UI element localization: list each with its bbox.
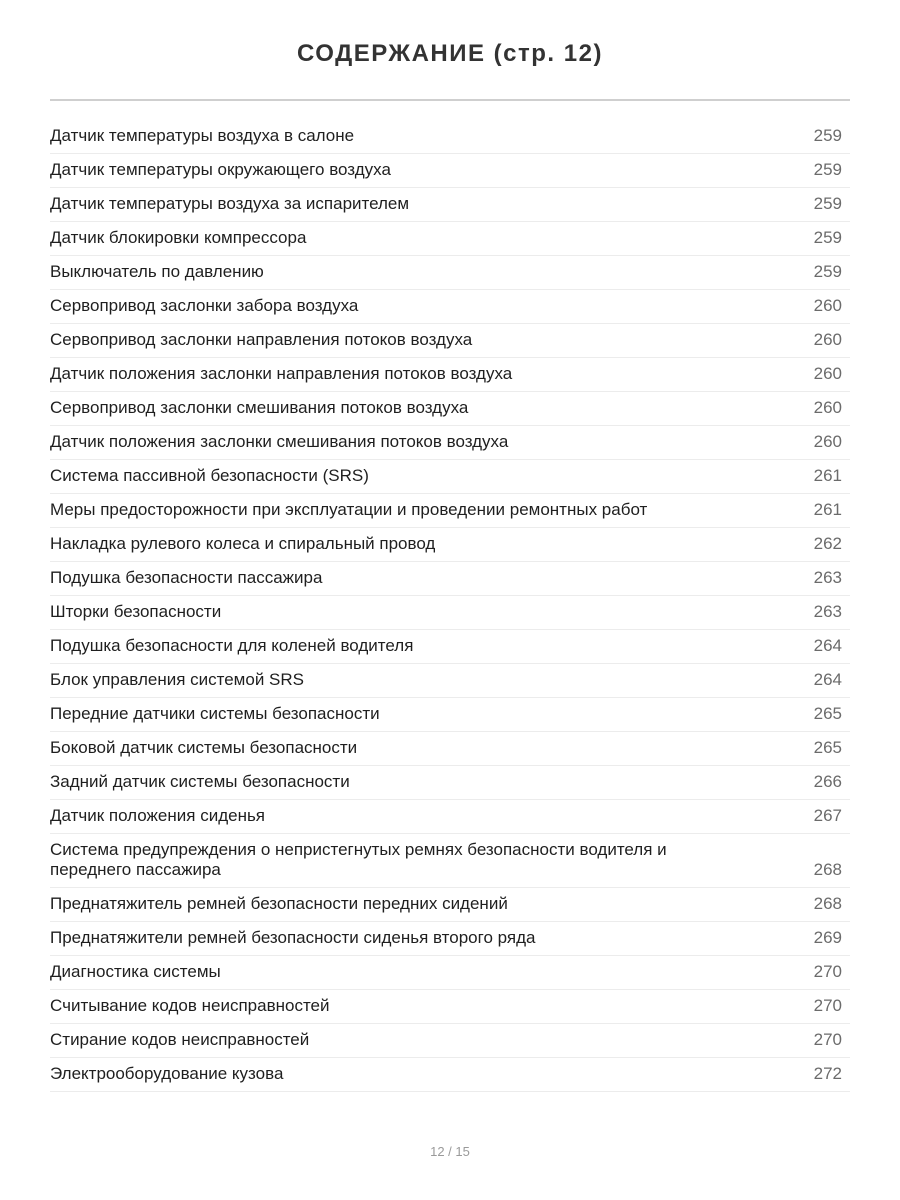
toc-entry-page-number: 265 <box>813 704 842 723</box>
toc-entry-page-number: 260 <box>813 432 842 451</box>
toc-entry[interactable] <box>50 956 850 990</box>
toc-entry[interactable] <box>50 460 850 494</box>
toc-entry[interactable] <box>50 120 850 154</box>
toc-entry-page-number: 260 <box>813 398 842 417</box>
toc-entry-page-number: 264 <box>813 670 842 689</box>
toc-entry-title: Стирание кодов неисправностей <box>50 1030 310 1049</box>
document-page <box>50 0 850 1200</box>
toc-entry-title: Датчик температуры воздуха в салоне <box>50 126 355 145</box>
toc-entry[interactable] <box>50 494 850 528</box>
toc-entry-title: Меры предосторожности при эксплуатации и проведении ремонтных работ <box>50 500 648 519</box>
toc-entry[interactable] <box>50 1024 850 1058</box>
toc-entry-title: Датчик температуры окружающего воздуха <box>50 160 391 179</box>
toc-entry-page-number: 262 <box>813 534 842 553</box>
toc-entry-page-number: 267 <box>813 806 842 825</box>
toc-entry-title: Выключатель по давлению <box>50 262 264 281</box>
toc-entry[interactable] <box>50 222 850 256</box>
toc-entry-page-number: 268 <box>813 860 842 879</box>
toc-entry[interactable] <box>50 990 850 1024</box>
toc-entry-page-number: 260 <box>813 330 842 349</box>
toc-entry-title: Подушка безопасности пассажира <box>50 568 323 587</box>
toc-entry-page-number: 261 <box>813 500 842 519</box>
toc-entry-title: Сервопривод заслонки направления потоков воздуха <box>50 330 473 349</box>
toc-entry[interactable] <box>50 922 850 956</box>
toc-entry-title: Считывание кодов неисправностей <box>50 996 330 1015</box>
toc-entry-title: Датчик положения заслонки смешивания потоков воздуха <box>50 432 509 451</box>
toc-entry-title: Система пассивной безопасности (SRS) <box>50 466 369 485</box>
toc-entry-page-number: 263 <box>813 568 842 587</box>
toc-entry-page-number: 270 <box>813 1030 842 1049</box>
toc-entry[interactable] <box>50 732 850 766</box>
toc-entry-page-number: 268 <box>813 894 842 913</box>
toc-entry[interactable] <box>50 596 850 630</box>
toc-entry-title: Преднатяжитель ремней безопасности передних сидений <box>50 894 508 913</box>
toc-entry-title: Блок управления системой SRS <box>50 670 304 689</box>
toc-entry[interactable] <box>50 888 850 922</box>
toc-entry-title: Накладка рулевого колеса и спиральный провод <box>50 534 436 553</box>
toc-entry[interactable] <box>50 1058 850 1092</box>
toc-entry-page-number: 259 <box>813 160 842 179</box>
toc-entry-title: Задний датчик системы безопасности <box>50 772 350 791</box>
toc-entry-page-number: 272 <box>813 1064 842 1083</box>
toc-entry-page-number: 260 <box>813 296 842 315</box>
toc-entry-title: Шторки безопасности <box>50 602 222 621</box>
toc-entry-title: Преднатяжители ремней безопасности сиденья второго ряда <box>50 928 536 947</box>
toc-entry[interactable] <box>50 154 850 188</box>
toc-entry[interactable] <box>50 358 850 392</box>
toc-entry-page-number: 259 <box>813 262 842 281</box>
toc-entry-title: Передние датчики системы безопасности <box>50 704 380 723</box>
toc-entry-page-number: 260 <box>813 364 842 383</box>
toc-entry-title: Диагностика системы <box>50 962 221 981</box>
toc-entry-title: Сервопривод заслонки смешивания потоков воздуха <box>50 398 469 417</box>
page-indicator: 12 / 15 <box>430 1144 470 1159</box>
toc-entry[interactable] <box>50 630 850 664</box>
toc-entry-title: Боковой датчик системы безопасности <box>50 738 358 757</box>
toc-entry-page-number: 269 <box>813 928 842 947</box>
toc-entry[interactable] <box>50 800 850 834</box>
toc-entry-title: Датчик положения сиденья <box>50 806 266 825</box>
toc-entry-title: Система предупреждения о непристегнутых ремнях безопасности водителя и переднего пассажира <box>50 840 667 879</box>
table-of-contents <box>50 120 850 1092</box>
title-divider <box>50 99 850 101</box>
toc-entry-page-number: 265 <box>813 738 842 757</box>
toc-entry-page-number: 266 <box>813 772 842 791</box>
toc-entry-page-number: 259 <box>813 126 842 145</box>
toc-entry[interactable] <box>50 426 850 460</box>
toc-entry[interactable] <box>50 188 850 222</box>
toc-entry-title: Сервопривод заслонки забора воздуха <box>50 296 359 315</box>
toc-entry[interactable] <box>50 834 850 888</box>
toc-entry-page-number: 264 <box>813 636 842 655</box>
toc-entry[interactable] <box>50 324 850 358</box>
toc-entry[interactable] <box>50 256 850 290</box>
toc-entry-title: Датчик блокировки компрессора <box>50 228 307 247</box>
toc-entry[interactable] <box>50 698 850 732</box>
toc-entry[interactable] <box>50 766 850 800</box>
toc-entry-page-number: 259 <box>813 228 842 247</box>
toc-entry-page-number: 261 <box>813 466 842 485</box>
toc-entry[interactable] <box>50 290 850 324</box>
toc-entry[interactable] <box>50 392 850 426</box>
toc-entry-page-number: 270 <box>813 962 842 981</box>
toc-entry-title: Подушка безопасности для коленей водителя <box>50 636 414 655</box>
toc-entry-title: Электрооборудование кузова <box>50 1064 284 1083</box>
toc-entry-title: Датчик температуры воздуха за испарителем <box>50 194 410 213</box>
toc-entry-title: Датчик положения заслонки направления потоков воздуха <box>50 364 513 383</box>
toc-entry-page-number: 270 <box>813 996 842 1015</box>
toc-entry[interactable] <box>50 562 850 596</box>
toc-entry-page-number: 259 <box>813 194 842 213</box>
toc-entry-page-number: 263 <box>813 602 842 621</box>
toc-entry[interactable] <box>50 528 850 562</box>
toc-entry[interactable] <box>50 664 850 698</box>
page-title: СОДЕРЖАНИЕ (стр. 12) <box>297 40 603 67</box>
